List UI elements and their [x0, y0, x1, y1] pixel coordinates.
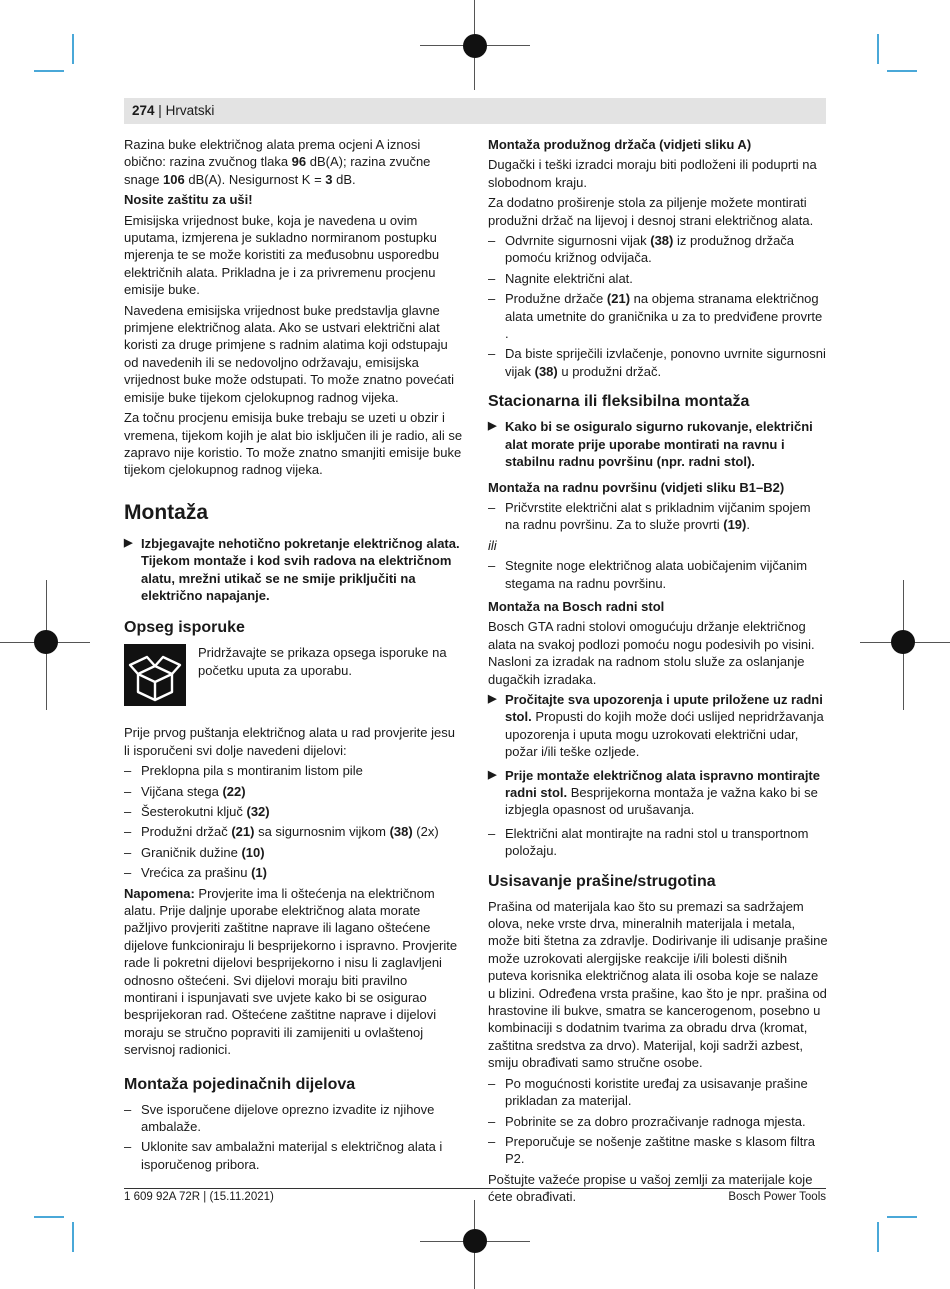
- page-number: 274: [132, 103, 155, 118]
- footer-divider: [124, 1188, 826, 1189]
- header-separator: |: [158, 103, 162, 118]
- bosch-table-paragraph: Bosch GTA radni stolovi omogućuju držanje električnog alata na svakoj podlozi pomoću nogu podesivih po visini. Nasloni za izradak na radnom stolu služe za oslanjanje dugačkih izradaka.: [488, 619, 815, 687]
- list-item: – Električni alat montirajte na radni stol u transportnom položaju.: [488, 825, 828, 860]
- list-item: – Šesterokutni ključ (32): [124, 803, 464, 820]
- list-item: – Sve isporučene dijelove oprezno izvadite iz njihove ambalaže.: [124, 1101, 464, 1136]
- section-title-stationary: Stacionarna ili fleksibilna montaža: [488, 393, 750, 411]
- list-item: – Po mogućnosti koristite uređaj za usisavanje prašine prikladan za materijal.: [488, 1075, 828, 1110]
- list-item: – Pričvrstite električni alat s prikladnim vijčanim spojem na radnu površinu. Za to služe provrti (19).: [488, 499, 828, 534]
- list-item: – Uklonite sav ambalažni materijal s električnog alata i isporučenog pribora.: [124, 1138, 464, 1173]
- registration-mark: [891, 630, 915, 654]
- section-title-single-parts: Montaža pojedinačnih dijelova: [124, 1075, 356, 1093]
- crop-mark: [34, 1216, 64, 1218]
- crop-mark: [34, 70, 64, 72]
- extension-paragraph-2: Za dodatno proširenje stola za piljenje možete montirati produžni držač na lijevoj i desnoj strani električnog alata.: [488, 195, 814, 228]
- header-language: Hrvatski: [165, 103, 215, 118]
- noise-emission-paragraph: Emisijska vrijednost buke, koja je navedena u ovim uputama, izmjerena je sukladno normiranom postupku mjerenja te se može koristiti za međusobnu usporedbu električnih alata. Prikladna je i za privremenu procjenu emisije buke.: [124, 212, 440, 298]
- triangle-right-icon: ▶: [488, 768, 497, 781]
- list-item: – Stegnite noge električnog alata uobičajenim vijčanim stegama na radnu površinu.: [488, 557, 828, 592]
- subsection-title-work-surface: Montaža na radnu površinu (vidjeti sliku B1–B2): [488, 479, 785, 495]
- list-item: – Produžni držač (21) sa sigurnosnim vijkom (38) (2x): [124, 823, 464, 840]
- page-header: [132, 103, 214, 118]
- warning-stationary: ▶ Kako bi se osiguralo sigurno rukovanje, električni alat morate prije uporabe montirati na ravnu i stabilnu radnu površinu (npr. radni stol).: [488, 419, 813, 470]
- or-text: ili: [488, 537, 497, 553]
- crop-mark: [887, 1216, 917, 1218]
- note-paragraph: Napomena: Provjerite ima li oštećenja na električnom alatu. Prije daljnje uporabe električnog alata morate pažljivo provjeriti zaštitne naprave ili lagano oštećene dijelove funkcioniraju li besprijekorno i ispravno. Provjerite rade li pokretni dijelovi besprijekorno i nisu li zaglavljeni odnosno oštećeni. Svi dijelovi moraju biti pravilno montirani i ispunjavati sve uvjete kako bi se osigurao besprijekoran rad. Oštećene zaštitne naprave i dijelovi moraju se stručno popraviti ili zamijeniti u ovlaštenoj servisnoj radionici.: [124, 885, 458, 1058]
- triangle-right-icon: ▶: [488, 692, 497, 705]
- box-icon: [124, 644, 186, 706]
- list-item: – Produžne držače (21) na objema stranama električnog alata umetnite do graničnika u za to predviđene provrte .: [488, 290, 828, 342]
- dust-list: [488, 1075, 828, 1168]
- list-item: – Preporučuje se nošenje zaštitne maske s klasom filtra P2.: [488, 1133, 828, 1168]
- work-surface-list-1: [488, 499, 828, 534]
- registration-mark: [463, 1229, 487, 1253]
- warning-bosch-table-2: ▶ Prije montaže električnog alata ispravno montirajte radni stol. Besprijekorna montaža je važna kako bi se izbjegla opasnost od urušavanja.: [488, 767, 820, 818]
- subsection-title-extension: Montaža produžnog držača (vidjeti sliku A): [488, 137, 752, 152]
- warning-bosch-table-1: ▶ Pročitajte sva upozorenja i upute priložene uz radni stol. Propusti do kojih može doći uslijed nepridržavanja upozorenja i uputa mogu uzrokovati električni udar, požar i/ili teške ozljede.: [488, 691, 824, 760]
- footer-doc-code: 1 609 92A 72R | (15.11.2021): [124, 1191, 274, 1203]
- crop-mark: [877, 34, 879, 64]
- noise-estimation-paragraph: Za točnu procjenu emisija buke trebaju se uzeti u obzir i vremena, tijekom kojih je alat bio isključen ili je radio, ali se zapravo nije koristio. To može znatno smanjiti emisije buke tijekom cjelokupnog radnog vijeka.: [124, 410, 463, 478]
- crop-mark: [887, 70, 917, 72]
- extension-paragraph-1: Dugački i teški izradci moraju biti podloženi ili poduprti na slobodnom kraju.: [488, 157, 817, 190]
- triangle-right-icon: ▶: [488, 420, 497, 433]
- scope-note-row: [124, 644, 464, 706]
- bosch-table-list: [488, 825, 828, 860]
- single-parts-list: [124, 1101, 464, 1174]
- header-bar: [124, 98, 826, 124]
- registration-mark: [34, 630, 58, 654]
- right-column: [488, 136, 828, 1209]
- section-title-montaza: Montaža: [124, 500, 208, 524]
- dust-paragraph-2: Poštujte važeće propise u vašoj zemlji za materijale koje ćete obrađivati.: [488, 1171, 813, 1205]
- ear-protection-notice: Nosite zaštitu za uši!: [124, 192, 253, 208]
- noise-application-paragraph: Navedena emisijska vrijednost buke predstavlja glavne primjene električnog alata. Ako se ustvari električni alat koristi za druge primjene s radnim alatima koji odstupaju od navedenih ili se nedovoljno održavaju, emisijska vrijednost buke može odstupati. To može znatno povećati emisije buke tijekom cjelokupnog radnog vijeka.: [124, 302, 455, 405]
- section-title-scope: Opseg isporuke: [124, 619, 245, 637]
- list-item: – Vrećica za prašinu (1): [124, 864, 464, 881]
- list-item: – Preklopna pila s montiranim listom pile: [124, 762, 464, 779]
- noise-level-paragraph: Razina buke električnog alata prema ocjeni A iznosi obično: razina zvučnog tlaka 96 dB(A); razina zvučne snage 106 dB(A). Nesigurnost K = 3 dB.: [124, 137, 431, 187]
- footer-brand: Bosch Power Tools: [728, 1191, 826, 1203]
- list-item: – Nagnite električni alat.: [488, 270, 828, 287]
- warning-montaza: ▶ Izbjegavajte nehotično pokretanje električnog alata. Tijekom montaže i kod svih radova na električnom alatu, mrežni utikač se ne smije priključiti na električno napajanje.: [124, 535, 460, 603]
- section-title-dust: Usisavanje prašine/strugotina: [488, 872, 716, 890]
- scope-list: [124, 762, 464, 881]
- subsection-title-bosch-table: Montaža na Bosch radni stol: [488, 598, 665, 614]
- scope-icon-note: Pridržavajte se prikaza opsega isporuke na početku uputa za uporabu.: [198, 645, 447, 678]
- left-column: [124, 136, 464, 1176]
- list-item: – Da biste spriječili izvlačenje, ponovno uvrnite sigurnosni vijak (38) u produžni držač.: [488, 345, 828, 380]
- registration-mark: [463, 34, 487, 58]
- crop-mark: [72, 34, 74, 64]
- list-item: – Vijčana stega (22): [124, 783, 464, 800]
- list-item: – Graničnik dužine (10): [124, 844, 464, 861]
- dust-paragraph-1: Prašina od materijala kao što su premazi sa sadržajem olova, neke vrste drva, mineralnih materijala i metala, može biti štetna za zdravlje. Dodirivanje ili udisanje prašine može uzrokovati alergijske reakcije i/ili bolesti dišnih puteva korisnika električnog alata ili osoba koje se nalaze u blizini. Određena vrsta prašine, kao što je npr. prašina od hrastovine ili bukve, smatra se kancerogenom, posebno u kombinaciji s dodatnim tvarima za obradu drva (kromat, zaštitna sredstva za drvo). Materijal, koji sadrži azbest, smiju obrađivati samo stručne osobe.: [488, 898, 828, 1071]
- work-surface-list-2: [488, 557, 828, 592]
- scope-intro: Prije prvog puštanja električnog alata u rad provjerite jesu li isporučeni svi dolje navedeni dijelovi:: [124, 725, 455, 758]
- extension-list: [488, 232, 828, 380]
- list-item: – Odvrnite sigurnosni vijak (38) iz produžnog držača pomoću križnog odvijača.: [488, 232, 828, 267]
- list-item: – Pobrinite se za dobro prozračivanje radnoga mjesta.: [488, 1113, 828, 1130]
- crop-mark: [877, 1222, 879, 1252]
- crop-mark: [72, 1222, 74, 1252]
- triangle-right-icon: ▶: [124, 536, 133, 549]
